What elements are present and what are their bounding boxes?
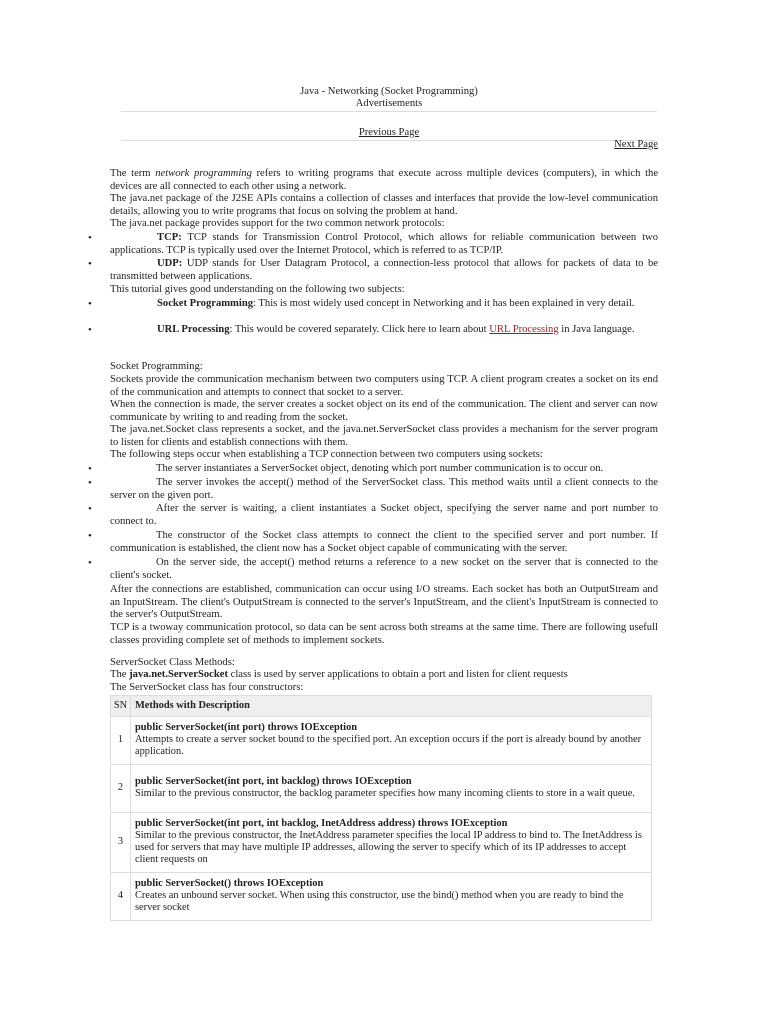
- method-signature: public ServerSocket(int port) throws IOException: [135, 721, 358, 733]
- bullet-glyph: •: [88, 503, 92, 515]
- method-description: Similar to the previous constructor, the backlog parameter specifies how many incoming clients to store in a wait queue.: [135, 788, 635, 799]
- bullet-glyph: •: [88, 530, 92, 542]
- bullet-glyph: •: [88, 557, 92, 569]
- bullet-glyph: •: [88, 298, 92, 310]
- bullet-glyph: •: [88, 463, 92, 475]
- row-description: [131, 717, 652, 765]
- constructors-table: [110, 695, 652, 921]
- socket-paragraph-5: After the connections are established, communication can occur using I/O streams. Each socket has both an OutputStream and an InputStream. The client's OutputStream is connected to the server's InputStream, and the client's InputStream is connected to the server's OutputStream.: [110, 584, 658, 621]
- subjects-intro: This tutorial gives good understanding on the following two subjects:: [110, 284, 405, 295]
- advertisements-label: Advertisements: [355, 98, 423, 109]
- column-header-sn: SN: [111, 696, 131, 717]
- row-number: 3: [111, 813, 131, 873]
- list-item-url-processing: URL Processing: This would be covered separately. Click here to learn about URL Processing in Java language.: [157, 324, 635, 335]
- intro-paragraph-3: The java.net package provides support for the two common network protocols:: [110, 218, 445, 229]
- socket-paragraph-1: Sockets provide the communication mechanism between two computers using TCP. A client program creates a socket on its end of the communication and attempts to connect that socket to a server.: [110, 374, 658, 398]
- bullet-glyph: •: [88, 477, 92, 489]
- socket-paragraph-4: The following steps occur when establishing a TCP connection between two computers using sockets:: [110, 449, 543, 460]
- bullet-glyph: •: [88, 324, 92, 336]
- socket-paragraph-2: When the connection is made, the server creates a socket object on its end of the communication. The client and server can now communicate by writing to and reading from the socket.: [110, 399, 658, 423]
- list-item-tcp: TCP: TCP stands for Transmission Control Protocol, which allows for reliable communication between two applications. TCP is typically used over the Internet Protocol, which is referred to as TCP/IP.: [110, 232, 658, 256]
- method-signature: public ServerSocket() throws IOException: [135, 877, 324, 889]
- row-number: 2: [111, 765, 131, 813]
- table-row: [111, 873, 652, 921]
- step-item-1: The server instantiates a ServerSocket object, denoting which port number communication is to occur on.: [156, 463, 604, 474]
- table-row: [111, 765, 652, 813]
- section-heading-socket-programming: Socket Programming:: [110, 361, 203, 372]
- list-item-udp: UDP: UDP stands for User Datagram Protocol, a connection-less protocol that allows for packets of data to be transmitted between applications.: [110, 258, 658, 282]
- method-description: Attempts to create a server socket bound to the specified port. An exception occurs if the port is already bound by another application.: [135, 733, 642, 758]
- bullet-glyph: •: [88, 258, 92, 270]
- table-header-row: [111, 696, 652, 717]
- table-row: [111, 717, 652, 765]
- step-item-4: The constructor of the Socket class attempts to connect the client to the specified server and port number. If communication is established, the client now has a Socket object capable of communicating with the server.: [110, 530, 658, 554]
- column-header-methods: Methods with Description: [131, 696, 652, 717]
- table-row: [111, 813, 652, 873]
- url-processing-link[interactable]: URL Processing: [489, 324, 559, 335]
- method-signature: public ServerSocket(int port, int backlog) throws IOException: [135, 775, 412, 787]
- row-number: 1: [111, 717, 131, 765]
- row-description: [131, 813, 652, 873]
- method-description: Creates an unbound server socket. When using this constructor, use the bind() method when you are ready to bind the server socket: [135, 889, 624, 914]
- method-signature: public ServerSocket(int port, int backlog, InetAddress address) throws IOException: [135, 817, 508, 829]
- header-divider: [121, 111, 657, 112]
- row-description: [131, 765, 652, 813]
- socket-paragraph-6: TCP is a twoway communication protocol, so data can be sent across both streams at the same time. There are following usefull classes providing complete set of methods to implement sockets.: [110, 622, 658, 646]
- serversocket-paragraph-2: The ServerSocket class has four constructors:: [110, 682, 304, 693]
- next-page-link[interactable]: Next Page: [614, 139, 658, 150]
- row-description: [131, 873, 652, 921]
- row-number: 4: [111, 873, 131, 921]
- previous-page-link[interactable]: Previous Page: [358, 127, 420, 138]
- page-title: Java - Networking (Socket Programming): [300, 86, 478, 97]
- step-item-2: The server invokes the accept() method of the ServerSocket class. This method waits until a client connects to the server on the given port.: [110, 477, 658, 501]
- method-description: Similar to the previous constructor, the InetAddress parameter specifies the local IP address to bind to. The InetAddress is used for servers that may have multiple IP addresses, allowing the server to specify which of its IP addresses to accept client requests on: [135, 829, 642, 866]
- bullet-glyph: •: [88, 232, 92, 244]
- section-heading-serversocket: ServerSocket Class Methods:: [110, 657, 235, 668]
- intro-paragraph-2: The java.net package of the J2SE APIs contains a collection of classes and interfaces that provide the low-level communication details, allowing you to write programs that focus on solving the problem at hand.: [110, 193, 658, 217]
- intro-paragraph-1: The term network programming refers to writing programs that execute across multiple devices (computers), in which the devices are all connected to each other using a network.: [110, 168, 659, 192]
- socket-paragraph-3: The java.net.Socket class represents a socket, and the java.net.ServerSocket class provides a mechanism for the server program to listen for clients and establish connections with them.: [110, 424, 658, 448]
- list-item-socket-programming: Socket Programming: This is most widely used concept in Networking and it has been explained in very detail.: [157, 298, 635, 309]
- serversocket-paragraph-1: The java.net.ServerSocket class is used by server applications to obtain a port and listen for client requests: [110, 669, 568, 680]
- step-item-3: After the server is waiting, a client instantiates a Socket object, specifying the server name and port number to connect to.: [110, 503, 658, 527]
- step-item-5: On the server side, the accept() method returns a reference to a new socket on the server that is connected to the client's socket.: [110, 557, 658, 581]
